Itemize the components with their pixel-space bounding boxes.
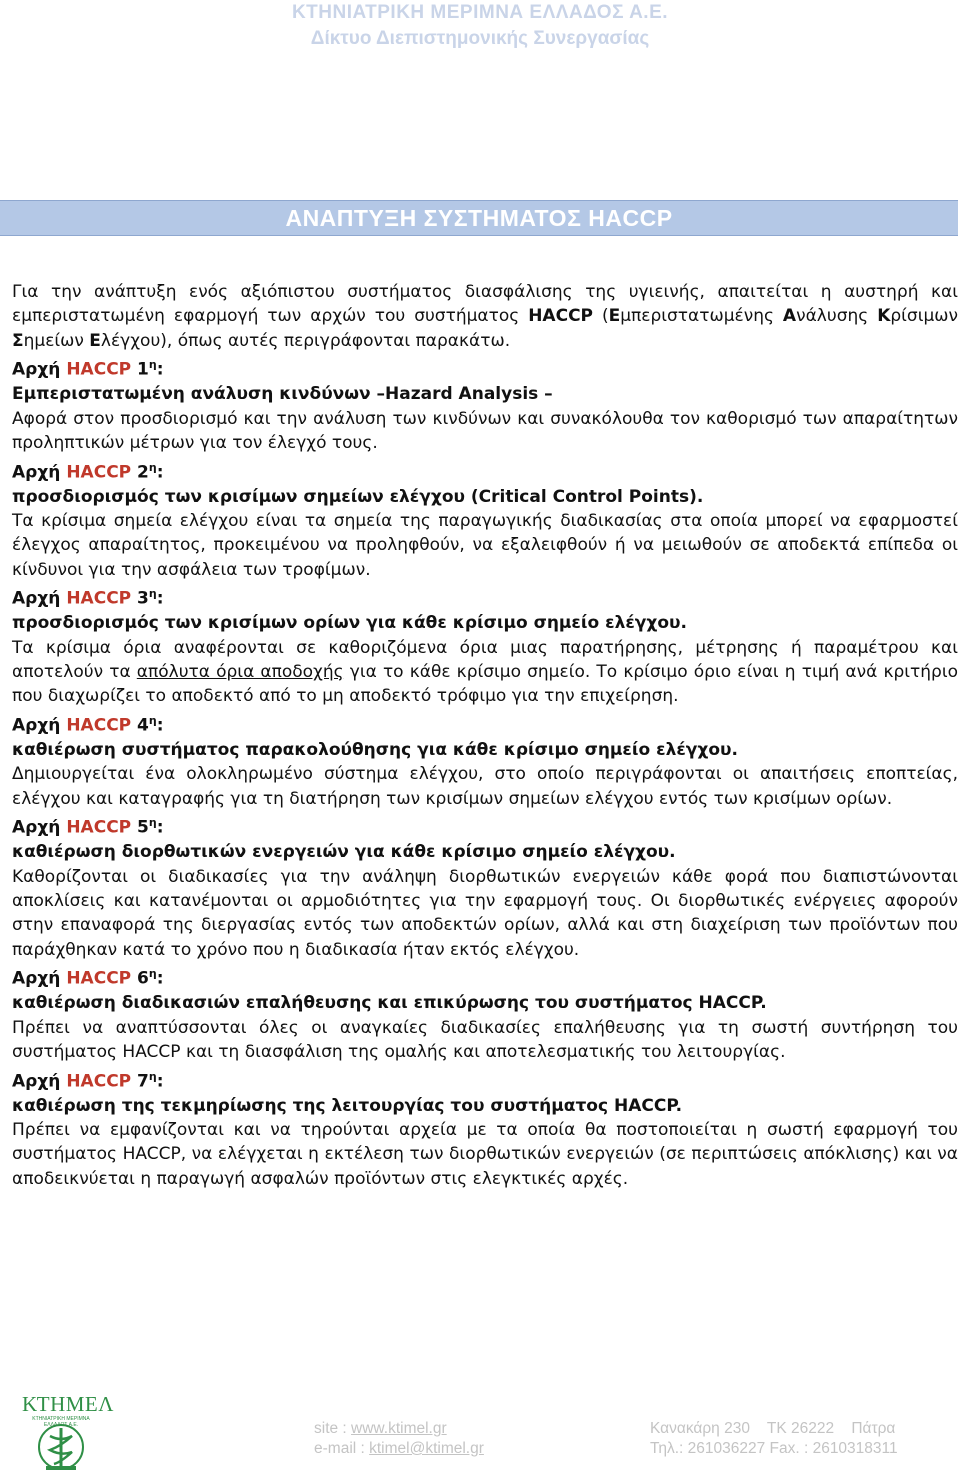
haccp-label: HACCP <box>66 715 132 736</box>
document-body <box>12 280 958 1191</box>
principle-heading: Αρχή HACCP $7^\eta$: <box>12 1069 164 1092</box>
email-line <box>314 1440 484 1458</box>
acronym-word: μπεριστατωμένης <box>620 306 783 327</box>
ordinal-suffix: η <box>148 587 157 601</box>
intro-haccp: HACCP <box>528 306 593 327</box>
org-name: ΚΤΗΝΙΑΤΡΙΚΗ ΜΕΡΙΜΝΑ ΕΛΛΑΔΟΣ Α.Ε. <box>291 2 669 23</box>
principle-label: Αρχή <box>12 817 61 838</box>
intro-tail: ), όπως αυτές περιγράφονται παρακάτω. <box>160 330 511 351</box>
haccp-label: HACCP <box>66 817 132 838</box>
principle-label: Αρχή <box>12 588 61 609</box>
acronym-word: νάλυσης <box>796 306 878 327</box>
principle-label: Αρχή <box>12 1071 61 1092</box>
ktimel-logo <box>22 1392 114 1474</box>
principle-title: καθιέρωση της τεκμηρίωσης της λειτουργίας του συστήματος HACCP. <box>12 1095 683 1116</box>
logo-subtitle: ΚΤΗΝΙΑΤΡΙΚΗ ΜΕΡΙΜΝΑ ΕΛΛΑΔΟΣ Α.Ε. <box>32 1416 90 1428</box>
haccp-label: HACCP <box>66 1071 132 1092</box>
acronym-letter: Ε <box>608 306 621 327</box>
principle-title: Εμπεριστατωμένη ανάλυση κινδύνων –Hazard Analysis – <box>12 384 553 405</box>
principle-label: Αρχή <box>12 462 61 483</box>
phone-fax-text: Τηλ.: 261036227 Fax. : 2610318311 <box>650 1440 898 1457</box>
intro-paren: ( <box>593 306 609 327</box>
principle-heading: Αρχή HACCP $5^\eta$: <box>12 816 164 838</box>
acronym-letter: Α <box>782 306 797 327</box>
principle-number: 4 <box>137 715 149 736</box>
principle-body: Τα κρίσιμα σημεία ελέγχου είναι τα σημεία της παραγωγικής διαδικασίας στα οποία μπορεί να εφαρμοστεί έλεγχος απαραίτητος, προκειμένου να προληφθούν, να εξαλειφθούν ή να μειωθούν σε αποδεκτά επίπεδα οι κίνδυνοι για την ασφάλεια των τροφίμων. <box>12 510 958 580</box>
principle-number: 3 <box>137 588 149 609</box>
principle-title: καθιέρωση διαδικασιών επαλήθευσης και επικύρωσης του συστήματος HACCP. <box>12 993 767 1014</box>
principle-title: προσδιορισμός των κρισίμων ορίων για κάθε κρίσιμο σημείο ελέγχου. <box>12 613 687 634</box>
principle-heading: Αρχή HACCP $3^\eta$: <box>12 587 164 609</box>
body-text: Τα κρίσιμα όρια αναφέρονται σε καθοριζόμενα όρια μιας παρατήρησης, μέτρησης ή παραμέτρου και αποτελούν τα <box>12 637 958 683</box>
principle-title: καθιέρωση διορθωτικών ενεργειών για κάθε κρίσιμο σημείο ελέγχου. <box>12 842 676 863</box>
haccp-label: HACCP <box>66 968 132 989</box>
haccp-label: HACCP <box>66 462 132 483</box>
principle-number: 2 <box>137 462 149 483</box>
principle-body: Δημιουργείται ένα ολοκληρωμένο σύστημα ελέγχου, στο οποίο περιγράφονται οι απαιτήσεις εποπτείας, ελέγχου και καταγραφής για τη διατήρηση των κρισίμων σημείων ελέγχου εντός των κρισίμων ορίων. <box>12 764 958 809</box>
principle-heading: Αρχή HACCP $1^\eta$: <box>12 358 164 380</box>
ordinal-suffix: η <box>148 1069 157 1083</box>
acronym-letter: Ε <box>89 330 101 351</box>
principle-title: καθιέρωση συστήματος παρακολούθησης για κάθε κρίσιμο σημείο ελέγχου. <box>12 739 738 760</box>
principle-heading: Αρχή HACCP $2^\eta$: <box>12 460 164 483</box>
intro-text: Για την ανάπτυξη ενός αξιόπιστου συστήματος διασφάλισης της υγιεινής, απαιτείται η αυστηρή και εμπεριστατωμένη εφαρμογή των αρχών του συστήματος <box>12 282 958 327</box>
email-link[interactable]: ktimel@ktimel.gr <box>369 1440 484 1457</box>
site-line <box>314 1420 447 1438</box>
ordinal-suffix: η <box>148 358 157 372</box>
principle-number: 6 <box>137 968 149 989</box>
underlined-text: απόλυτα όρια αποδοχής <box>136 662 344 683</box>
principle-body: Πρέπει να αναπτύσσονται όλες οι αναγκαίες διαδικασίες επαλήθευσης για τη σωστή συντήρηση του συστήματος HACCP και τη διασφάλιση της ομαλής και αποτελεσματικής του λειτουργίας. <box>12 1017 958 1063</box>
principle-number: 7 <box>137 1071 149 1092</box>
ordinal-suffix: η <box>148 713 157 727</box>
principle-title: προσδιορισμός των κρισίμων σημείων ελέγχου (Critical Control Points). <box>12 486 704 507</box>
principle-body: Αφορά στον προσδιορισμό και την ανάλυση των κινδύνων και συνακόλουθα τον καθορισμό των απαραίτητων προληπτικών μέτρων για τον έλεγχό τους. <box>12 408 958 454</box>
haccp-label: HACCP <box>66 588 132 609</box>
principle-number: 5 <box>137 817 149 838</box>
page-footer <box>0 1380 960 1477</box>
haccp-label: HACCP <box>66 359 132 380</box>
principle-label: Αρχή <box>12 359 61 380</box>
principle-heading: Αρχή HACCP $4^\eta$: <box>12 713 164 736</box>
acronym-word: λέγχου <box>100 330 161 351</box>
principle-body: Καθορίζονται οι διαδικασίες για την ανάληψη διορθωτικών ενεργειών κάθε φορά που διαπιστώνονται αποκλίσεις και κατανέμονται οι αρμοδιότητες για την εφαρμογή τους. Οι διορθωτικές ενέργειες αφορούν στην επαναφορά της διεργασίας εντός των αποδεκτών ορίων, αλλά και στη διαχείριση των προϊόντων που παράχθηκαν κατά το χρόνο που η διαδικασία ήταν εκτός ελέγχου. <box>12 866 958 960</box>
principle-label: Αρχή <box>12 968 61 989</box>
principle-number: 1 <box>137 359 149 380</box>
principle-body: Πρέπει να εμφανίζονται και να τηρούνται αρχεία με τα οποία θα ποστοποιείται η σωστή εφαρμογή του συστήματος HACCP, να ελέγχεται η εκτέλεση των διορθωτικών ενεργειών (σε περιπτώσεις απόκλισης) και να αποδεικνύεται η παραγωγή ασφαλών προϊόντων στις ελεγκτικές αρχές. <box>12 1120 958 1189</box>
ordinal-suffix: η <box>148 967 157 981</box>
network-name: Δίκτυο Διεπιστημονικής Συνεργασίας <box>310 28 650 49</box>
intro-paragraph <box>12 280 958 353</box>
logo-title: ΚΤΗΜΕΛ <box>22 1392 114 1416</box>
acronym-letter: Κ <box>877 306 891 327</box>
page-title: ΑΝΑΠΤΥΞΗ ΣΥΣΤΗΜΑΤΟΣ HACCP <box>285 205 673 231</box>
site-link[interactable]: www.ktimel.gr <box>351 1420 447 1437</box>
principle-body <box>12 636 958 709</box>
principle-label: Αρχή <box>12 715 61 736</box>
email-label: e-mail : <box>314 1440 370 1457</box>
acronym-letter: Σ <box>12 330 24 351</box>
page-header <box>0 0 960 50</box>
ordinal-suffix: η <box>148 460 157 474</box>
body-text: για το κάθε κρίσιμο σημείο. Το κρίσιμο όριο είναι η τιμή ανά κριτήριο που διαχωρίζει το αποδεκτό από το μη αποδεκτό τρόφιμο για την επιχείρηση. <box>12 662 959 707</box>
acronym-word: ρίσιμων <box>890 306 958 327</box>
acronym-word: ημείων <box>23 330 90 351</box>
caduceus-icon <box>36 1422 86 1472</box>
site-label: site : <box>314 1420 352 1437</box>
title-banner <box>0 200 958 236</box>
principle-heading: Αρχή HACCP $6^\eta$: <box>12 967 164 989</box>
address-text: Κανακάρη 230 ΤΚ 26222 Πάτρα <box>650 1420 896 1437</box>
ordinal-suffix: η <box>148 816 157 830</box>
